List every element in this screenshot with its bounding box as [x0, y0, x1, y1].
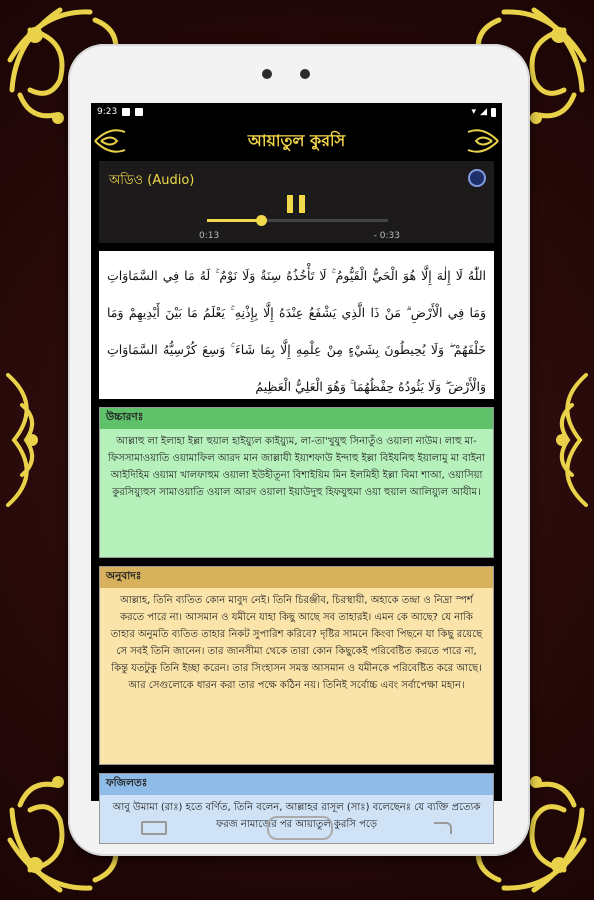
sd-card-icon	[135, 108, 143, 116]
home-button[interactable]	[267, 816, 333, 840]
app-screen	[91, 103, 502, 830]
seek-bar[interactable]	[207, 219, 388, 222]
wifi-icon: ▾	[471, 107, 477, 117]
audio-player	[99, 161, 494, 243]
page-title: আয়াতুল কুরসি	[247, 130, 346, 150]
appbar-ornament-icon	[93, 124, 127, 158]
battery-icon	[491, 108, 496, 117]
virtue-heading: ফজিলতঃ	[100, 774, 493, 795]
translation-text: আল্লাহ, তিনি ব্যতিত কোন মাবুদ নেই। তিনি চিরঞ্জীব, চিরস্থায়ী, অহাকে তন্দ্রা ও নিদ্রা স্পর্শ করতে পারে না। আসমান ও যমীনে যাহা কিছু আছে সব তাহারই। এমন কে আছে? যে নাকি তাহার অনুমতি ব্যতিত তাহার নিকট সুপারিশ করিবে? দৃষ্টির সামনে কিংবা পিছনে যা কিছু রয়েছে সে সবই তিনি জানেন। তার জানসীমা থেকে তারা কোন কিছুকেই পরিবেষ্টিত করতে পারে না, কিন্তু যতটুকু তিনি ইচ্ছা করেন। তার সিংহাসন সমস্ত আসমান ও যমীনকে পরিবেষ্টিত করে আছে। আর সেগুলোকে ধারন করা তার পক্ষে কঠিন নয়। তিনিই সর্বোচ্চ এবং সর্বাপেক্ষা মহান।	[100, 588, 493, 764]
app-bar	[91, 121, 502, 161]
pause-icon	[287, 195, 293, 213]
seek-progress	[207, 219, 261, 222]
notification-icon	[122, 108, 130, 116]
elapsed-time: 0:13	[199, 231, 220, 241]
speaker-icon[interactable]	[468, 169, 486, 187]
remaining-time: - 0:33	[373, 231, 400, 241]
pronunciation-heading: উচ্চারণঃ	[100, 408, 493, 429]
camera-icon	[262, 69, 272, 79]
arabic-verse: اللّٰهُ لَا إِلٰهَ إِلَّا هُوَ الْحَيُّ الْقَيُّومُ ۚ لَا تَأْخُذُهُ سِنَةٌ وَلَا نَوْمٌ ۚ لَهُ مَا فِي السَّمَاوَاتِ وَمَا فِي الْأَرْضِ ۗ مَنْ ذَا الَّذِي يَشْفَعُ عِنْدَهُ إِلَّا بِإِذْنِهِ ۚ يَعْلَمُ مَا بَيْنَ أَيْدِيهِمْ وَمَا خَلْفَهُمْ ۖ وَلَا يُحِيطُونَ بِشَيْءٍ مِنْ عِلْمِهِ إِلَّا بِمَا شَاءَ ۚ وَسِعَ كُرْسِيُّهُ السَّمَاوَاتِ وَالْأَرْضَ ۖ وَلَا يَئُودُهُ حِفْظُهُمَا ۚ وَهُوَ الْعَلِيُّ الْعَظِيمُ	[99, 251, 494, 399]
pause-button[interactable]	[287, 195, 305, 213]
audio-label: অডিও (Audio)	[109, 173, 195, 188]
appbar-ornament-icon	[466, 124, 500, 158]
status-time: 9:23	[97, 107, 118, 117]
virtue-text: আবু উমামা (রাঃ) হতে বর্ণিত, তিনি বলেন, আল্লাহর রাসূল (সাঃ) বলেছেনঃ যে ব্যক্তি প্রত্যেক ফরজ নামাজের পর আয়াতুল কুরসি পড়ে	[100, 795, 493, 843]
side-ornament-icon	[2, 365, 50, 515]
pronunciation-text: আল্লাহু লা ইলাহা ইল্লা হুয়াল হাইয়্যুল কাইয়্যুম, লা-তা'খুযুহু সিনাতুঁও ওয়ালা নাউম। লাহু মা-ফিসসামাওয়াতি ওয়ামাফিল আরদ মান জাল্লাযী ইয়াশফাউ ইন্দাহু ইল্লা বিইযনিহু ইয়ালামু মা বাইনা আইদিহিম ওয়ামা খালফাহুম ওয়ালা ইউহীতূনা বিশাইয়িম মিন ইলমিহী ইল্লা বিমা শাআ, ওয়াসিয়া কুরসিয়্যুহুস সামাওয়াতি ওয়াল আরদ ওয়ালা ইয়াউদুহু হিফযুহুমা ওয়া হুয়াল আলিয়্যুল আযীম।	[100, 429, 493, 557]
translation-heading: অনুবাদঃ	[100, 567, 493, 588]
seek-handle[interactable]	[256, 215, 267, 226]
back-button[interactable]	[434, 822, 452, 834]
side-ornament-icon	[544, 365, 592, 515]
signal-icon: ◢	[480, 107, 487, 117]
device-nav-bar	[91, 808, 502, 848]
recent-apps-button[interactable]	[141, 821, 167, 835]
translation-section	[99, 566, 494, 765]
status-bar	[91, 103, 502, 121]
pause-icon	[299, 195, 305, 213]
pronunciation-section	[99, 407, 494, 558]
sensor-icon	[300, 69, 310, 79]
